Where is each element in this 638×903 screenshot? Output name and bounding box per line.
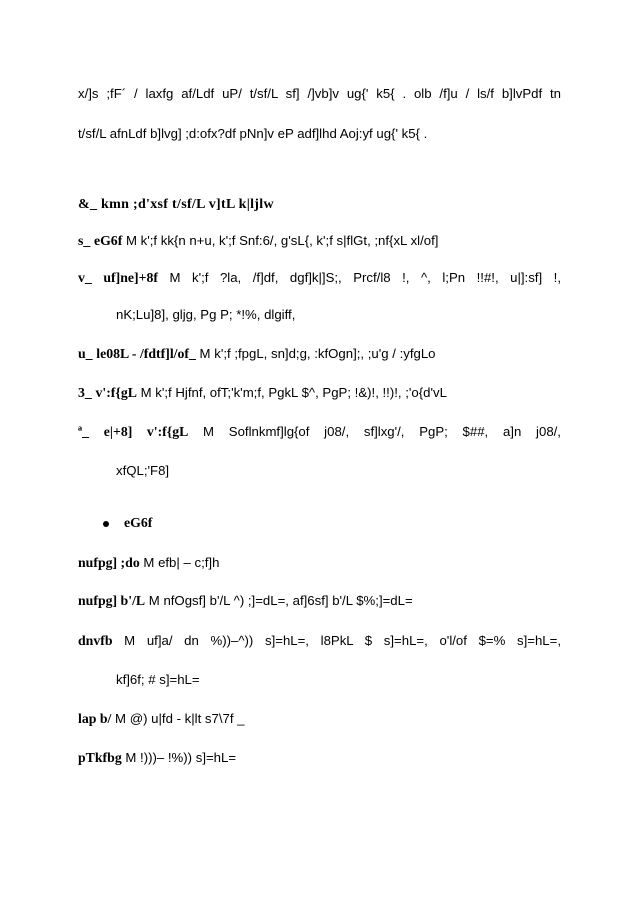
item-separator: M xyxy=(157,270,192,285)
detail-separator: M xyxy=(139,555,159,570)
detail-text: @) u|fd - k|lt s7\7f _ xyxy=(129,711,245,726)
detail-separator: M xyxy=(111,711,130,726)
item-separator: M xyxy=(188,424,229,439)
detail-seed-rate xyxy=(78,710,245,728)
item-number: s_ xyxy=(78,233,91,248)
item-number: v_ xyxy=(78,270,92,285)
variety-item-s xyxy=(78,232,438,250)
detail-planting-distance xyxy=(78,592,413,610)
item-separator: M xyxy=(195,346,215,361)
detail-term: lap b/ xyxy=(78,711,112,726)
variety-item-nga xyxy=(78,423,561,441)
item-separator: M xyxy=(122,233,141,248)
variety-item-3 xyxy=(78,384,447,402)
item-number: u_ xyxy=(78,346,93,361)
detail-fertilizer-continuation: kf]6f; # s]=hL= xyxy=(116,672,200,687)
detail-production xyxy=(78,749,236,767)
item-term: v':f{gL xyxy=(95,385,137,400)
section-heading: &_ kmn ;d'xsf t/sf/L v]tL k|ljlw xyxy=(78,197,274,212)
intro-line-2: t/sf/L afnLdf b]lvg] ;d:ofx?df pNn]v eP adf]lhd Aoj:yf ug{' k5{ . xyxy=(78,126,428,141)
bullet-icon xyxy=(103,521,109,527)
detail-term: dnvfb xyxy=(78,633,113,648)
variety-item-v-continuation: nK;Lu]8], gljg, Pg P; *!%, dlgiff, xyxy=(116,307,296,322)
item-term: uf]ne]+8f xyxy=(103,270,158,285)
item-text: k';f Hjfnf, ofT;'k'm;f, PgkL $^, PgP; !&)!, !!)!, ;'o{d'vL xyxy=(155,385,447,400)
variety-item-u xyxy=(78,345,436,363)
item-number: 3_ xyxy=(78,385,92,400)
item-separator: M xyxy=(136,385,156,400)
detail-term: nufpg] ;do xyxy=(78,555,140,570)
detail-separator: M xyxy=(112,633,147,648)
detail-separator: M xyxy=(121,750,141,765)
item-term: le08L - /fdtf]l/of_ xyxy=(96,346,196,361)
variety-item-v xyxy=(78,269,561,287)
detail-text: uf]a/ dn %))–^)) s]=hL=, l8PkL $ s]=hL=, o'l/of $=% s]=hL=, xyxy=(146,633,561,648)
item-text: Soflnkmf]lg{of j08/, sf]lxg'/, PgP; $##, a]n j08/, xyxy=(228,424,561,439)
detail-term: pTkfbg xyxy=(78,750,122,765)
detail-text: nfOgsf] b'/L ^) ;]=dL=, af]6sf] b'/L $%;]=dL= xyxy=(163,593,413,608)
item-text: k';f kk{n n+u, k';f Snf:6/, g'sL{, k';f s|flGt, ;nf{xL xl/of] xyxy=(140,233,439,248)
item-term: e|+8] v':f{gL xyxy=(103,424,189,439)
detail-planting-time xyxy=(78,554,219,572)
item-number: ª_ xyxy=(78,424,90,439)
detail-separator: M xyxy=(145,593,164,608)
item-term: eG6f xyxy=(93,233,123,248)
intro-line-1: x/]s ;fF´ / laxfg af/Ldf uP/ t/sf/L sf] /]vb]v ug{' k5{ . olb /f]u / ls/f b]lvPdf tn xyxy=(78,86,561,101)
detail-fertilizer xyxy=(78,632,561,650)
bullet-heading: eG6f xyxy=(124,515,153,530)
variety-item-nga-continuation: xfQL;'F8] xyxy=(116,463,170,478)
detail-text: efb| – c;f]h xyxy=(158,555,220,570)
detail-term: nufpg] b'/L xyxy=(78,593,146,608)
detail-text: !)))– !%)) s]=hL= xyxy=(140,750,237,765)
item-text: k';f ;fpgL, sn]d;g, :kfOgn];, ;u'g / :yfgLo xyxy=(214,346,436,361)
item-text: k';f ?la, /f]df, dgf]k|]S;, Prcf/l8 !, ^, l;Pn !!#!, u|]:sf] !, xyxy=(191,270,561,285)
